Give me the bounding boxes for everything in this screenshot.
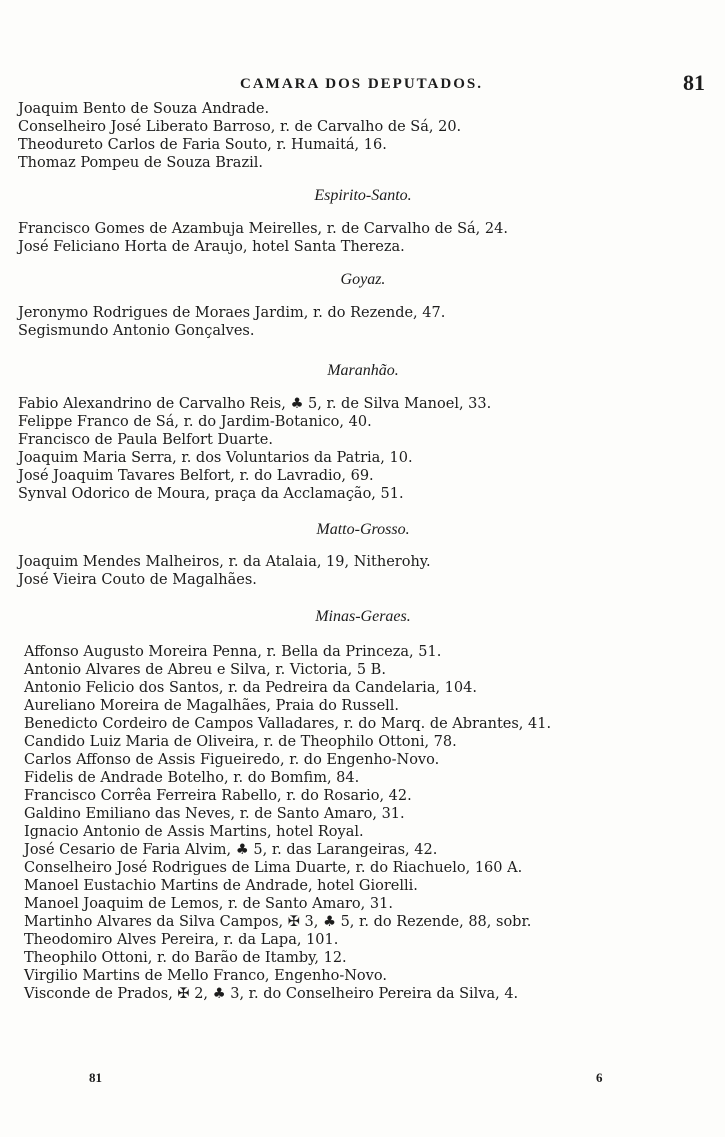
list-item: Conselheiro José Liberato Barroso, r. de Carvalho de Sá, 20.: [18, 119, 462, 135]
signature-mark-left: 81: [89, 1070, 102, 1085]
list-item: Joaquim Maria Serra, r. dos Voluntarios da Patria, 10.: [18, 450, 413, 466]
list-item: Visconde de Prados, ✠ 2, ♣ 3, r. do Conselheiro Pereira da Silva, 4.: [24, 986, 519, 1002]
list-item: Carlos Affonso de Assis Figueiredo, r. do Engenho-Novo.: [24, 752, 440, 768]
list-item: Fabio Alexandrino de Carvalho Reis, ♣ 5, r. de Silva Manoel, 33.: [18, 396, 492, 412]
list-item: Jeronymo Rodrigues de Moraes Jardim, r. do Rezende, 47.: [18, 305, 446, 321]
intro-list: [18, 100, 708, 172]
list-item: Theodureto Carlos de Faria Souto, r. Humaitá, 16.: [18, 137, 387, 153]
signature-mark-right: 6: [596, 1070, 603, 1085]
list-item: Francisco de Paula Belfort Duarte.: [18, 432, 273, 448]
list-item: Antonio Felicio dos Santos, r. da Pedreira da Candelaria, 104.: [24, 680, 477, 696]
list-item: Fidelis de Andrade Botelho, r. do Bomfim, 84.: [24, 770, 360, 786]
list-item: Candido Luiz Maria de Oliveira, r. de Theophilo Ottoni, 78.: [24, 734, 457, 750]
section-heading-matto-grosso: Matto-Grosso.: [316, 521, 410, 538]
list-item: Antonio Alvares de Abreu e Silva, r. Victoria, 5 B.: [24, 662, 386, 678]
running-title: CAMARA DOS DEPUTADOS.: [240, 76, 483, 92]
list-item: Aureliano Moreira de Magalhães, Praia do Russell.: [24, 698, 400, 714]
section-list-matto-grosso: [18, 553, 708, 589]
section-heading-minas-geraes: Minas-Geraes.: [315, 608, 411, 625]
section-heading-goyaz: Goyaz.: [340, 271, 386, 288]
list-item: Francisco Gomes de Azambuja Meirelles, r. de Carvalho de Sá, 24.: [18, 221, 508, 237]
list-item: Theodomiro Alves Pereira, r. da Lapa, 101.: [24, 932, 339, 948]
list-item: Ignacio Antonio de Assis Martins, hotel Royal.: [24, 824, 364, 840]
section-list-goyaz: [18, 304, 708, 340]
list-item: Manoel Joaquim de Lemos, r. de Santo Amaro, 31.: [24, 896, 393, 912]
page-number: 81: [683, 70, 705, 95]
list-item: Synval Odorico de Moura, praça da Acclamação, 51.: [18, 486, 404, 502]
list-item: José Feliciano Horta de Araujo, hotel Santa Thereza.: [18, 239, 405, 255]
list-item: José Joaquim Tavares Belfort, r. do Lavradio, 69.: [18, 468, 374, 484]
section-list-maranhao: [18, 395, 708, 503]
list-item: José Vieira Couto de Magalhães.: [18, 572, 257, 588]
section-list-espirito-santo: [18, 220, 708, 256]
list-item: Joaquim Bento de Souza Andrade.: [18, 101, 270, 117]
list-item: Joaquim Mendes Malheiros, r. da Atalaia, 19, Nitherohy.: [18, 554, 431, 570]
list-item: Martinho Alvares da Silva Campos, ✠ 3, ♣ 5, r. do Rezende, 88, sobr.: [24, 914, 532, 930]
list-item: Affonso Augusto Moreira Penna, r. Bella da Princeza, 51.: [24, 644, 442, 660]
list-item: Thomaz Pompeu de Souza Brazil.: [18, 155, 263, 171]
list-item: José Cesario de Faria Alvim, ♣ 5, r. das Larangeiras, 42.: [24, 842, 438, 858]
list-item: Segismundo Antonio Gonçalves.: [18, 323, 255, 339]
member-directory: [18, 100, 708, 1003]
list-item: Manoel Eustachio Martins de Andrade, hotel Giorelli.: [24, 878, 418, 894]
page-footer: [0, 1070, 725, 1094]
section-heading-maranhao: Maranhão.: [327, 362, 399, 379]
list-item: Theophilo Ottoni, r. do Barão de Itamby, 12.: [24, 950, 347, 966]
list-item: Virgilio Martins de Mello Franco, Engenho-Novo.: [24, 968, 387, 984]
list-item: Galdino Emiliano das Neves, r. de Santo Amaro, 31.: [24, 806, 405, 822]
section-list-minas-geraes: [18, 643, 708, 1003]
page-header: [18, 70, 705, 100]
list-item: Benedicto Cordeiro de Campos Valladares, r. do Marq. de Abrantes, 41.: [24, 716, 552, 732]
list-item: Conselheiro José Rodrigues de Lima Duarte, r. do Riachuelo, 160 A.: [24, 860, 523, 876]
list-item: Felippe Franco de Sá, r. do Jardim-Botanico, 40.: [18, 414, 372, 430]
section-heading-espirito-santo: Espirito-Santo.: [314, 187, 412, 204]
list-item: Francisco Corrêa Ferreira Rabello, r. do Rosario, 42.: [24, 788, 412, 804]
